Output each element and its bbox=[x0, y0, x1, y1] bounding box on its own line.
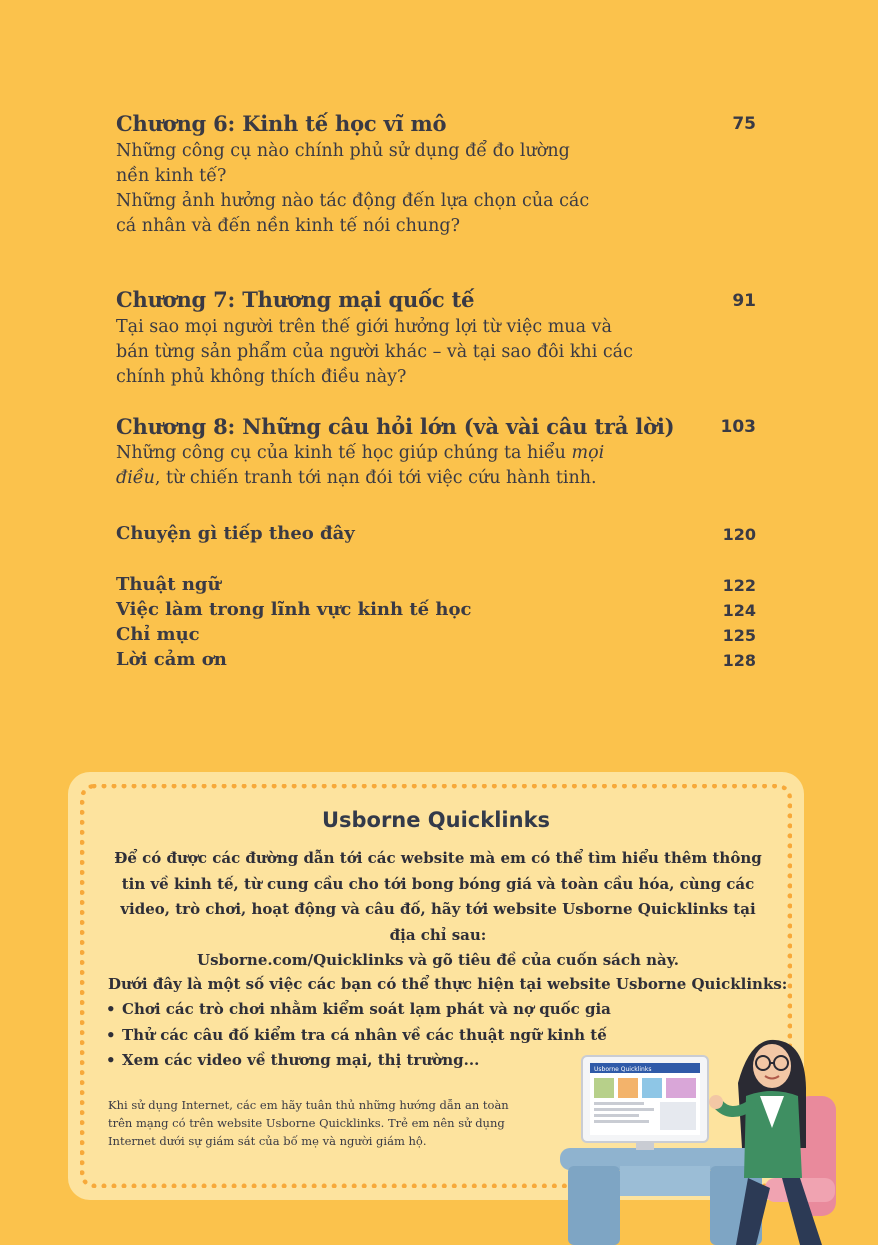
toc-row-acknowledgements: Lời cảm ơn bbox=[116, 649, 227, 670]
chapter-8-desc-line bbox=[116, 441, 644, 491]
quicklinks-url-suffix: và gõ tiêu đề của cuốn sách này. bbox=[403, 951, 679, 969]
quicklinks-list bbox=[106, 997, 611, 1074]
toc-row-careers: Việc làm trong lĩnh vực kinh tế học bbox=[116, 599, 472, 620]
chapter-6-description bbox=[116, 139, 606, 239]
list-item-text: Xem các video về thương mại, thị trường... bbox=[122, 1051, 480, 1069]
toc-row-whats-next: Chuyện gì tiếp theo đây bbox=[116, 523, 355, 544]
chapter-8-title: Chương 8: Những câu hỏi lớn (và vài câu trả lời) bbox=[116, 414, 675, 439]
chapter-8-desc-before: Những công cụ của kinh tế học giúp chúng ta hiểu bbox=[116, 443, 572, 463]
chapter-6-desc-line: Những ảnh hưởng nào tác động đến lựa chọn của các cá nhân và đến nền kinh tế nói chung? bbox=[116, 191, 590, 236]
chapter-6-page: 75 bbox=[732, 114, 756, 134]
table-of-contents bbox=[116, 0, 756, 680]
chapter-8-page: 103 bbox=[720, 417, 756, 437]
bullet: • bbox=[106, 1000, 116, 1018]
list-item bbox=[106, 997, 611, 1023]
chapter-6-desc-line: Những công cụ nào chính phủ sử dụng để đo lường nền kinh tế? bbox=[116, 141, 570, 186]
toc-row-whats-next-page: 120 bbox=[722, 525, 756, 544]
list-item bbox=[106, 1048, 611, 1074]
toc-row-careers-page: 124 bbox=[722, 601, 756, 620]
toc-row-glossary-page: 122 bbox=[722, 576, 756, 595]
chapter-7-page: 91 bbox=[732, 291, 756, 311]
chapter-8-desc-after: , từ chiến tranh tới nạn đói tới việc cứu hành tinh. bbox=[154, 468, 597, 488]
chapter-7-title: Chương 7: Thương mại quốc tế bbox=[116, 287, 475, 312]
chapter-6-title: Chương 6: Kinh tế học vĩ mô bbox=[116, 111, 447, 136]
toc-row-acknowledgements-page: 128 bbox=[722, 651, 756, 670]
toc-row-index-page: 125 bbox=[722, 626, 756, 645]
list-item bbox=[106, 1023, 611, 1049]
internet-safety-note: Khi sử dụng Internet, các em hãy tuân thủ những hướng dẫn an toàn trên mạng có trên website Usborne Quicklinks. Trẻ em nên sử dụng Internet dưới sự giám sát của bố mẹ và người giám hộ. bbox=[108, 1098, 509, 1148]
chapter-8-desc-emphasis: mọi điều bbox=[116, 443, 605, 488]
screen-logo: Usborne Quicklinks bbox=[594, 1066, 652, 1073]
person-at-computer-illustration bbox=[560, 1028, 850, 1245]
quicklinks-url: Usborne.com/Quicklinks bbox=[197, 951, 404, 969]
quicklinks-intro-text: Để có được các đường dẫn tới các website mà em có thể tìm hiểu thêm thông tin về kinh tế, từ cung cầu cho tới bong bóng giá và toàn cầu hóa, cùng các video, trò chơi, hoạt động và câu đố, hãy tới website Usborne Quicklinks tại địa chỉ sau: bbox=[114, 849, 762, 944]
quicklinks-heading: Usborne Quicklinks bbox=[321, 808, 551, 832]
bullet: • bbox=[106, 1051, 116, 1069]
chapter-7-desc-line: Tại sao mọi người trên thế giới hưởng lợi từ việc mua và bán từng sản phẩm của người khác – và tại sao đôi khi các chính phủ không thích điều này? bbox=[116, 317, 633, 387]
chapter-7-description bbox=[116, 315, 644, 390]
quicklinks-intro bbox=[108, 846, 768, 974]
quicklinks-list-heading: Dưới đây là một số việc các bạn có thể thực hiện tại website Usborne Quicklinks: bbox=[108, 975, 788, 993]
list-item-text: Thử các câu đố kiểm tra cá nhân về các thuật ngữ kinh tế bbox=[122, 1025, 607, 1044]
list-item-text: Chơi các trò chơi nhằm kiểm soát lạm phát và nợ quốc gia bbox=[122, 1000, 611, 1018]
toc-row-glossary: Thuật ngữ bbox=[116, 574, 221, 595]
toc-row-index: Chỉ mục bbox=[116, 624, 200, 645]
bullet: • bbox=[106, 1025, 116, 1044]
chapter-8-description bbox=[116, 441, 644, 491]
computer-monitor-icon bbox=[582, 1056, 708, 1150]
